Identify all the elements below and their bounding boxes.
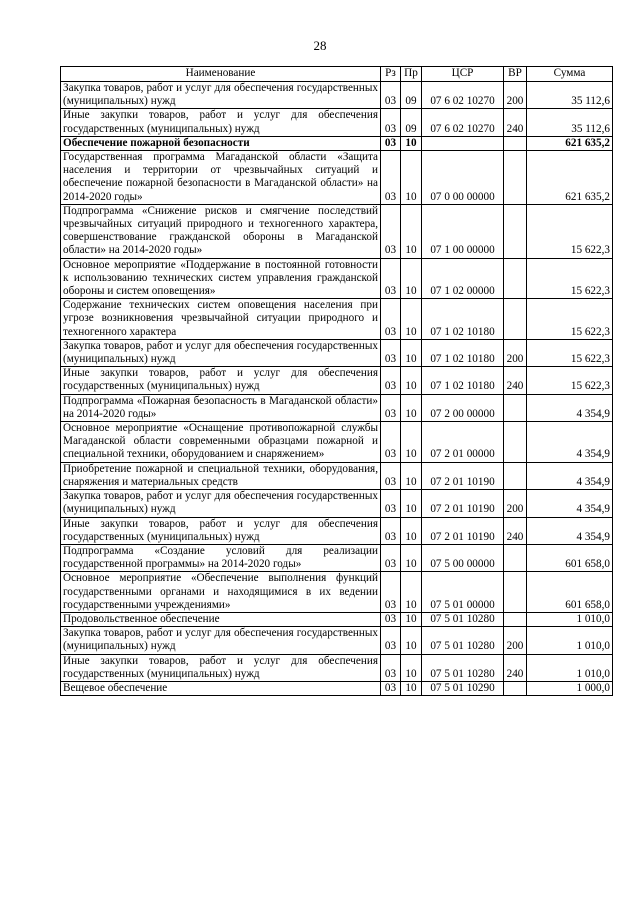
row-rz: 03 [381, 572, 401, 613]
header-name: Наименование [61, 67, 381, 82]
row-csr: 07 1 02 10180 [422, 299, 504, 340]
row-name: Закупка товаров, работ и услуг для обеспечения государственных (муниципальных) нужд [61, 339, 381, 366]
row-pr: 10 [401, 394, 422, 421]
row-csr: 07 0 00 00000 [422, 151, 504, 205]
row-name: Закупка товаров, работ и услуг для обеспечения государственных (муниципальных) нужд [61, 490, 381, 517]
row-sum: 601 658,0 [527, 572, 613, 613]
row-sum: 4 354,9 [527, 517, 613, 544]
row-rz: 03 [381, 544, 401, 571]
table-row [61, 572, 613, 613]
row-sum: 4 354,9 [527, 394, 613, 421]
row-pr: 10 [401, 681, 422, 695]
row-pr: 10 [401, 517, 422, 544]
row-pr: 10 [401, 422, 422, 463]
table-row [61, 136, 613, 150]
table-row [61, 462, 613, 489]
row-sum: 621 635,2 [527, 136, 613, 150]
row-rz: 03 [381, 394, 401, 421]
row-sum: 15 622,3 [527, 258, 613, 299]
row-rz: 03 [381, 204, 401, 258]
row-pr: 09 [401, 82, 422, 109]
row-rz: 03 [381, 151, 401, 205]
row-sum: 15 622,3 [527, 204, 613, 258]
row-rz: 03 [381, 462, 401, 489]
row-csr: 07 6 02 10270 [422, 82, 504, 109]
row-csr: 07 5 01 10280 [422, 612, 504, 626]
row-name: Закупка товаров, работ и услуг для обеспечения государственных (муниципальных) нужд [61, 82, 381, 109]
row-csr: 07 1 02 10180 [422, 367, 504, 394]
row-vr: 200 [504, 490, 527, 517]
row-pr: 10 [401, 612, 422, 626]
table-row [61, 490, 613, 517]
table-row [61, 422, 613, 463]
row-sum: 15 622,3 [527, 339, 613, 366]
row-csr: 07 2 01 10190 [422, 517, 504, 544]
table-row [61, 612, 613, 626]
row-sum: 4 354,9 [527, 490, 613, 517]
row-name: Иные закупки товаров, работ и услуг для обеспечения государственных (муниципальных) нужд [61, 654, 381, 681]
row-name: Подпрограмма «Пожарная безопасность в Магаданской области» на 2014-2020 годы» [61, 394, 381, 421]
row-pr: 10 [401, 627, 422, 654]
row-name: Основное мероприятие «Оснащение противопожарной службы Магаданской области современными образцами пожарной и специальной техники, оборудованием и снаряжением» [61, 422, 381, 463]
row-name: Содержание технических систем оповещения населения при угрозе возникновения чрезвычайной ситуации природного и техногенного характера [61, 299, 381, 340]
row-rz: 03 [381, 517, 401, 544]
row-rz: 03 [381, 109, 401, 136]
row-csr: 07 5 01 00000 [422, 572, 504, 613]
row-pr: 10 [401, 367, 422, 394]
row-sum: 1 010,0 [527, 627, 613, 654]
row-vr [504, 681, 527, 695]
row-csr: 07 2 01 10190 [422, 490, 504, 517]
row-vr: 200 [504, 82, 527, 109]
row-name: Государственная программа Магаданской области «Защита населения и территории от чрезвычайных ситуаций и обеспечение пожарной безопасности в Магаданской области» на 2014-2020 годы» [61, 151, 381, 205]
table-row [61, 681, 613, 695]
row-sum: 1 000,0 [527, 681, 613, 695]
row-name: Закупка товаров, работ и услуг для обеспечения государственных (муниципальных) нужд [61, 627, 381, 654]
row-csr: 07 5 01 10280 [422, 654, 504, 681]
row-sum: 35 112,6 [527, 109, 613, 136]
row-pr: 10 [401, 299, 422, 340]
table-row [61, 367, 613, 394]
row-csr: 07 2 01 00000 [422, 422, 504, 463]
row-vr [504, 422, 527, 463]
row-name: Иные закупки товаров, работ и услуг для обеспечения государственных (муниципальных) нужд [61, 517, 381, 544]
row-vr: 240 [504, 367, 527, 394]
row-vr [504, 204, 527, 258]
header-rz: Рз [381, 67, 401, 82]
table-row [61, 517, 613, 544]
table-row [61, 544, 613, 571]
row-rz: 03 [381, 612, 401, 626]
row-name: Приобретение пожарной и специальной техники, оборудования, снаряжения и материальных средств [61, 462, 381, 489]
row-sum: 1 010,0 [527, 612, 613, 626]
row-vr [504, 462, 527, 489]
row-vr [504, 299, 527, 340]
row-pr: 10 [401, 204, 422, 258]
table-row [61, 299, 613, 340]
table-row [61, 109, 613, 136]
table-row [61, 82, 613, 109]
row-pr: 10 [401, 544, 422, 571]
row-sum: 15 622,3 [527, 367, 613, 394]
row-csr: 07 5 01 10290 [422, 681, 504, 695]
table-row [61, 204, 613, 258]
row-vr [504, 136, 527, 150]
row-name: Иные закупки товаров, работ и услуг для обеспечения государственных (муниципальных) нужд [61, 367, 381, 394]
row-sum: 621 635,2 [527, 151, 613, 205]
row-vr [504, 258, 527, 299]
table-body [61, 82, 613, 696]
row-sum: 4 354,9 [527, 462, 613, 489]
row-sum: 15 622,3 [527, 299, 613, 340]
row-vr [504, 151, 527, 205]
row-rz: 03 [381, 681, 401, 695]
header-csr: ЦСР [422, 67, 504, 82]
budget-table [60, 66, 613, 696]
row-vr: 240 [504, 654, 527, 681]
table-header-row [61, 67, 613, 82]
row-rz: 03 [381, 299, 401, 340]
row-rz: 03 [381, 258, 401, 299]
row-vr: 240 [504, 517, 527, 544]
table-row [61, 627, 613, 654]
row-name: Продовольственное обеспечение [61, 612, 381, 626]
row-vr [504, 544, 527, 571]
row-csr: 07 1 02 00000 [422, 258, 504, 299]
row-pr: 10 [401, 339, 422, 366]
table-row [61, 258, 613, 299]
row-rz: 03 [381, 136, 401, 150]
row-csr [422, 136, 504, 150]
row-name: Основное мероприятие «Обеспечение выполнения функций государственными органами и находящимися в их ведении государственными учреждениями» [61, 572, 381, 613]
row-csr: 07 2 00 00000 [422, 394, 504, 421]
row-pr: 10 [401, 462, 422, 489]
row-name: Вещевое обеспечение [61, 681, 381, 695]
header-vr: ВР [504, 67, 527, 82]
row-csr: 07 1 00 00000 [422, 204, 504, 258]
row-csr: 07 1 02 10180 [422, 339, 504, 366]
row-csr: 07 6 02 10270 [422, 109, 504, 136]
row-rz: 03 [381, 627, 401, 654]
row-rz: 03 [381, 82, 401, 109]
row-vr [504, 394, 527, 421]
row-csr: 07 5 01 10280 [422, 627, 504, 654]
table-row [61, 339, 613, 366]
row-csr: 07 2 01 10190 [422, 462, 504, 489]
row-pr: 09 [401, 109, 422, 136]
row-vr [504, 612, 527, 626]
table-row [61, 654, 613, 681]
table-row [61, 394, 613, 421]
row-csr: 07 5 00 00000 [422, 544, 504, 571]
row-rz: 03 [381, 490, 401, 517]
row-sum: 601 658,0 [527, 544, 613, 571]
row-vr: 200 [504, 627, 527, 654]
row-pr: 10 [401, 258, 422, 299]
row-name: Основное мероприятие «Поддержание в постоянной готовности к использованию технических систем управления гражданской обороны и систем оповещения» [61, 258, 381, 299]
row-vr: 240 [504, 109, 527, 136]
row-rz: 03 [381, 422, 401, 463]
row-rz: 03 [381, 367, 401, 394]
row-sum: 4 354,9 [527, 422, 613, 463]
header-pr: Пр [401, 67, 422, 82]
row-rz: 03 [381, 654, 401, 681]
row-pr: 10 [401, 490, 422, 517]
row-name: Подпрограмма «Создание условий для реализации государственной программы» на 2014-2020 годы» [61, 544, 381, 571]
row-name: Обеспечение пожарной безопасности [61, 136, 381, 150]
row-pr: 10 [401, 136, 422, 150]
row-vr: 200 [504, 339, 527, 366]
row-sum: 1 010,0 [527, 654, 613, 681]
row-vr [504, 572, 527, 613]
row-pr: 10 [401, 654, 422, 681]
header-sum: Сумма [527, 67, 613, 82]
row-sum: 35 112,6 [527, 82, 613, 109]
row-name: Подпрограмма «Снижение рисков и смягчение последствий чрезвычайных ситуаций природного и техногенного характера, совершенствование гражданской обороны в Магаданской области» на 2014-2020 годы» [61, 204, 381, 258]
row-rz: 03 [381, 339, 401, 366]
page-number: 28 [313, 38, 327, 53]
row-pr: 10 [401, 151, 422, 205]
row-name: Иные закупки товаров, работ и услуг для обеспечения государственных (муниципальных) нужд [61, 109, 381, 136]
row-pr: 10 [401, 572, 422, 613]
table-row [61, 151, 613, 205]
